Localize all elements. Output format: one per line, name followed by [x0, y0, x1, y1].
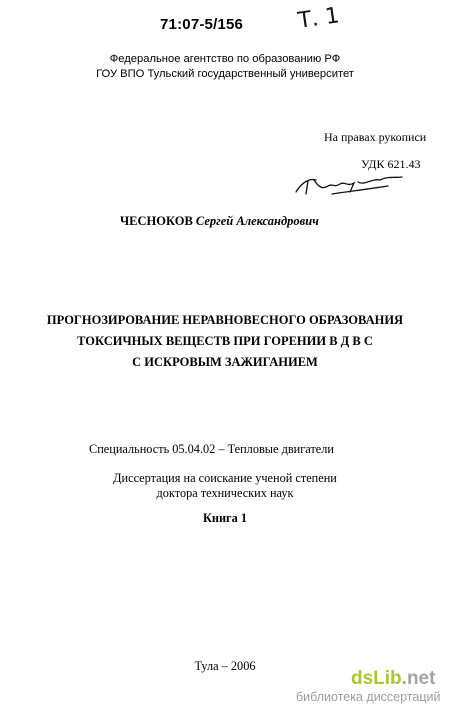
agency-line: Федеральное агентство по образованию РФ [109, 53, 341, 65]
logo-main: dsLib [351, 668, 402, 689]
manuscript-rights: На правах рукописи [324, 130, 427, 144]
handwritten-volume-mark: Т. 1 [296, 3, 341, 34]
degree-line: доктора технических наук [156, 486, 294, 500]
dissertation-title [0, 310, 450, 373]
degree-statement [0, 471, 450, 501]
author-surname: ЧЕСНОКОВ [120, 214, 193, 228]
dslib-logo[interactable] [351, 668, 435, 690]
title-line: С ИСКРОВЫМ ЗАЖИГАНИЕМ [132, 355, 318, 369]
title-line: ПРОГНОЗИРОВАНИЕ НЕРАВНОВЕСНОГО ОБРАЗОВАНИЯ [46, 313, 404, 327]
author-name [120, 214, 319, 229]
author-signature [292, 172, 404, 200]
archive-code: 71:07-5/156 [160, 16, 244, 33]
university-line: ГОУ ВПО Тульский государственный университет [96, 68, 354, 80]
degree-line: Диссертация на соискание ученой степени [113, 471, 337, 485]
book-number: Книга 1 [202, 511, 248, 525]
watermark-subtitle: библиотека диссертаций [296, 690, 441, 704]
agency-block [0, 52, 450, 82]
place-year: Тула – 2006 [194, 659, 256, 673]
udk-code: УДК 621.43 [361, 157, 421, 171]
specialty: Специальность 05.04.02 – Тепловые двигатели [89, 442, 334, 456]
title-line: ТОКСИЧНЫХ ВЕЩЕСТВ ПРИ ГОРЕНИИ В Д В С [77, 334, 373, 348]
author-given-names: Сергей Александрович [195, 214, 319, 228]
logo-suffix: .net [401, 668, 436, 689]
